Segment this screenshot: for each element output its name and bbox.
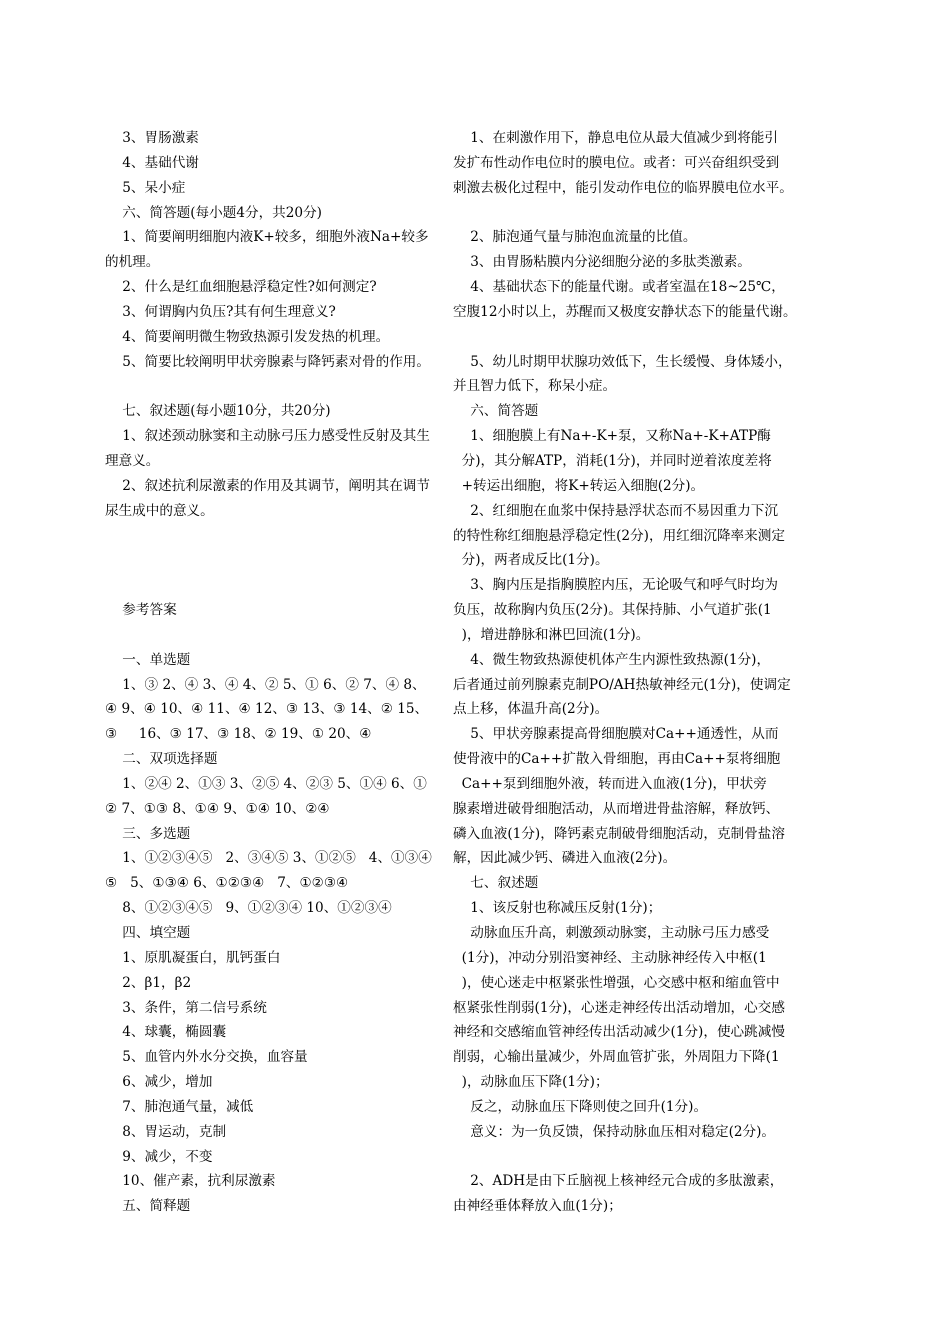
- text-line: )，使心迷走中枢紧张性增强，心交感中枢和缩血管中: [453, 974, 780, 991]
- text-line: 5、呆小症: [105, 179, 186, 196]
- text-line: 4、球囊，椭圆囊: [105, 1024, 227, 1041]
- text-line: 神经和交感缩血管神经传出活动减少(1分)，使心跳减慢: [453, 1024, 785, 1041]
- text-line: 2、红细胞在血浆中保持悬浮状态而不易因重力下沉: [453, 502, 778, 519]
- text-line: 1、该反射也称减压反射(1分)；: [453, 900, 662, 917]
- text-line: 削弱，心输出量减少，外周血管扩张，外周阻力下降(1: [453, 1049, 780, 1066]
- text-line: 1、叙述颈动脉窦和主动脉弓压力感受性反射及其生: [105, 428, 430, 445]
- text-line: 1、简要阐明细胞内液K+较多，细胞外液Na+较多: [105, 229, 429, 246]
- text-line: 解，因此减少钙、磷进入血液(2分)。: [453, 850, 677, 867]
- text-line: [105, 573, 455, 598]
- text-line: 六、简答题: [453, 403, 539, 420]
- text-line: 四、填空题: [105, 925, 191, 941]
- text-line: 3、由胃肠粘膜内分泌细胞分泌的多肽类激素。: [453, 254, 751, 271]
- text-line: 由神经垂体释放入血(1分)；: [453, 1198, 622, 1215]
- text-line: [105, 374, 455, 399]
- text-line: 磷入血液(1分)，降钙素克制破骨细胞活动，克制骨盐溶: [453, 825, 785, 842]
- text-line: 3、胃肠激素: [105, 130, 199, 146]
- text-line: 六、简答题(每小题4分，共20分): [105, 204, 322, 221]
- text-line: 8、胃运动，克制: [105, 1123, 227, 1140]
- text-line: 3、胸内压是指胸膜腔内压，无论吸气和呼气时均为: [453, 577, 778, 594]
- text-line: 2、什么是红血细胞悬浮稳定性?如何测定?: [105, 279, 377, 296]
- text-line: 七、叙述题: [453, 875, 539, 892]
- text-line: 2、肺泡通气量与肺泡血流量的比值。: [453, 229, 697, 246]
- text-line: 反之，动脉血压下降则使之回升(1分)。: [453, 1098, 708, 1115]
- text-line: 二、双项选择题: [105, 751, 218, 768]
- text-line: 4、基础状态下的能量代谢。或者室温在18~25℃，: [453, 279, 785, 296]
- text-line: 3、条件，第二信号系统: [105, 999, 267, 1016]
- text-line: 4、基础代谢: [105, 154, 199, 171]
- text-line: 2、β1，β2: [105, 974, 192, 991]
- text-line: 并且智力低下，称呆小症。: [453, 378, 617, 395]
- text-line: ③ 16、③ 17、③ 18、② 19、① 20、④: [105, 726, 372, 743]
- text-line: 刺激去极化过程中，能引发动作电位的临界膜电位水平。: [453, 179, 793, 196]
- text-line: [453, 201, 818, 226]
- text-line: 1、在刺激作用下，静息电位从最大值减少到将能引: [453, 130, 778, 146]
- text-line: 理意义。: [105, 452, 160, 469]
- text-line: ⑤ 5、①③④ 6、①②③④ 7、①②③④: [105, 875, 349, 892]
- text-line: 3、何谓胸内负压?其有何生理意义?: [105, 303, 336, 320]
- right-column: [453, 126, 818, 1219]
- text-line: 7、肺泡通气量，减低: [105, 1098, 254, 1115]
- text-line: 尿生成中的意义。: [105, 502, 214, 519]
- text-line: 使骨液中的Ca++扩散入骨细胞，再由Ca++泵将细胞: [453, 751, 781, 768]
- text-line: 负压，故称胸内负压(2分)。其保持肺、小气道扩张(1: [453, 602, 772, 619]
- text-line: 4、简要阐明微生物致热源引发发热的机理。: [105, 328, 390, 345]
- text-line: 五、简释题: [105, 1198, 191, 1215]
- text-line: Ca++泵到细胞外液，转而进入血液(1分)，甲状旁: [453, 775, 767, 792]
- text-line: 分)，两者成反比(1分)。: [453, 552, 609, 569]
- text-line: 七、叙述题(每小题10分，共20分): [105, 403, 331, 420]
- text-line: ② 7、①③ 8、①④ 9、①④ 10、②④: [105, 800, 330, 817]
- text-line: 5、幼儿时期甲状腺功效低下，生长缓慢、身体矮小，: [453, 353, 792, 370]
- text-line: 8、①②③④⑤ 9、①②③④ 10、①②③④: [105, 900, 392, 917]
- text-line: 参考答案: [105, 602, 177, 619]
- text-line: 5、血管内外水分交换，血容量: [105, 1049, 308, 1066]
- text-line: 腺素增进破骨细胞活动，从而增进骨盐溶解，释放钙、: [453, 800, 780, 817]
- text-line: 5、简要比较阐明甲状旁腺素与降钙素对骨的作用。: [105, 353, 430, 370]
- text-line: 6、减少，增加: [105, 1074, 213, 1091]
- text-line: 1、原肌凝蛋白，肌钙蛋白: [105, 949, 281, 966]
- text-line: 1、细胞膜上有Na+-K+泵，又称Na+-K+ATP酶: [453, 428, 771, 445]
- text-line: 空腹12小时以上，苏醒而又极度安静状态下的能量代谢。: [453, 303, 797, 320]
- text-line: 分)，其分解ATP，消耗(1分)，并同时逆着浓度差将: [453, 452, 772, 469]
- text-line: (1分)，冲动分别沿窦神经、主动脉神经传入中枢(1: [453, 949, 767, 966]
- text-line: 一、单选题: [105, 651, 191, 668]
- text-line: [453, 325, 818, 350]
- text-line: [105, 548, 455, 573]
- text-line: [453, 1145, 818, 1170]
- text-line: )，增进静脉和淋巴回流(1分)。: [453, 626, 650, 643]
- text-line: )，动脉血压下降(1分)；: [453, 1074, 609, 1091]
- text-line: 枢紧张性削弱(1分)，心迷走神经传出活动增加，心交感: [453, 999, 785, 1016]
- text-line: 发扩布性动作电位时的膜电位。或者：可兴奋组织受到: [453, 154, 780, 171]
- text-line: 意义：为一负反馈，保持动脉血压相对稳定(2分)。: [453, 1123, 776, 1140]
- text-line: 2、ADH是由下丘脑视上核神经元合成的多肽激素，: [453, 1173, 784, 1190]
- text-line: 后者通过前列腺素克制PO/AH热敏神经元(1分)，使调定: [453, 676, 791, 693]
- text-line: 5、甲状旁腺素提高骨细胞膜对Ca++通透性，从而: [453, 726, 779, 743]
- text-line: 2、叙述抗利尿激素的作用及其调节，阐明其在调节: [105, 477, 430, 494]
- text-line: +转运出细胞，将K+转运入细胞(2分)。: [453, 477, 705, 494]
- text-line: 10、催产素，抗利尿激素: [105, 1173, 276, 1190]
- text-line: 三、多选题: [105, 825, 191, 842]
- text-line: [105, 524, 455, 549]
- left-column: [105, 126, 455, 1219]
- text-line: 动脉血压升高，刺激颈动脉窦，主动脉弓压力感受: [453, 925, 770, 941]
- text-line: 1、①②③④⑤ 2、③④⑤ 3、①②⑤ 4、①③④: [105, 850, 432, 867]
- text-line: 1、②④ 2、①③ 3、②⑤ 4、②③ 5、①④ 6、①: [105, 775, 427, 792]
- text-line: 点上移，体温升高(2分)。: [453, 701, 609, 718]
- text-line: 9、减少，不变: [105, 1148, 213, 1165]
- text-line: [105, 623, 455, 648]
- text-line: 的特性称红细胞悬浮稳定性(2分)，用红细沉降率来测定: [453, 527, 785, 544]
- text-line: ④ 9、④ 10、④ 11、④ 12、③ 13、③ 14、② 15、: [105, 701, 429, 718]
- text-line: 4、微生物致热源使机体产生内源性致热源(1分)，: [453, 651, 771, 668]
- text-line: 1、③ 2、④ 3、④ 4、② 5、① 6、② 7、④ 8、: [105, 676, 426, 693]
- text-line: 的机理。: [105, 254, 160, 271]
